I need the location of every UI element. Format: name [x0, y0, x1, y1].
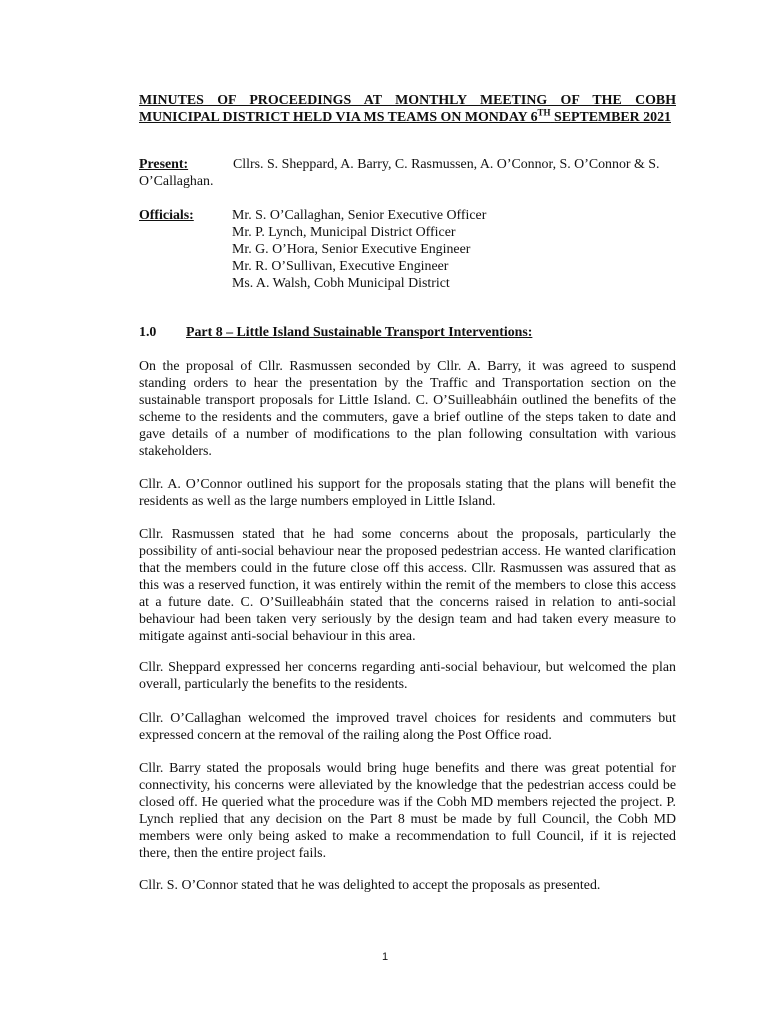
officials-list — [232, 207, 652, 292]
section-title: Part 8 – Little Island Sustainable Transport Interventions: — [186, 325, 533, 340]
official-entry: Mr. R. O’Sullivan, Executive Engineer — [232, 259, 449, 274]
title-date: SEPTEMBER 2021 — [554, 110, 671, 125]
official-entry: Mr. S. O’Callaghan, Senior Executive Officer — [232, 208, 487, 223]
document-title — [139, 92, 676, 126]
officials-label: Officials: — [139, 208, 194, 223]
paragraph: Cllr. A. O’Connor outlined his support for the proposals stating that the plans will benefit the residents as well as the large numbers employed in Little Island. — [139, 477, 676, 509]
present-label: Present: — [139, 157, 189, 172]
paragraph: Cllr. O’Callaghan welcomed the improved travel choices for residents and commuters but expressed concern at the removal of the railing along the Post Office road. — [139, 711, 676, 743]
section-heading — [139, 324, 676, 341]
title-main: MINUTES OF PROCEEDINGS AT MONTHLY MEETING OF THE COBH MUNICIPAL DISTRICT HELD VIA MS TEAMS ON MONDAY 6 — [139, 93, 676, 125]
section-number: 1.0 — [139, 325, 157, 340]
present-block — [139, 156, 676, 190]
present-list: Cllrs. S. Sheppard, A. Barry, C. Rasmussen, A. O’Connor, S. O’Connor & S. O’Callaghan. — [139, 157, 660, 189]
paragraph: Cllr. Sheppard expressed her concerns regarding anti-social behaviour, but welcomed the plan overall, particularly the benefits to the residents. — [139, 660, 676, 692]
page-number: 1 — [381, 951, 389, 963]
paragraph: On the proposal of Cllr. Rasmussen seconded by Cllr. A. Barry, it was agreed to suspend standing orders to hear the presentation by the Traffic and Transportation section on the sustainable transport proposals for Little Island. C. O’Suilleabháin outlined the benefits of the scheme to the residents and the commuters, gave a brief outline of the steps taken to date and gave details of a number of modifications to the plan following consultation with various stakeholders. — [139, 359, 676, 459]
official-entry: Mr. P. Lynch, Municipal District Officer — [232, 225, 456, 240]
official-entry: Ms. A. Walsh, Cobh Municipal District — [232, 276, 450, 291]
paragraph: Cllr. S. O’Connor stated that he was delighted to accept the proposals as presented. — [139, 878, 601, 893]
paragraph: Cllr. Barry stated the proposals would bring huge benefits and there was great potential for connectivity, his concerns were alleviated by the knowledge that the pedestrian access could be closed off. He queried what the procedure was if the Cobh MD members rejected the project. P. Lynch replied that any decision on the Part 8 must be made by full Council, the Cobh MD members were only being asked to make a recommendation to full Council, if it is rejected there, then the entire project fails. — [139, 761, 676, 861]
official-entry: Mr. G. O’Hora, Senior Executive Engineer — [232, 242, 471, 257]
paragraph: Cllr. Rasmussen stated that he had some concerns about the proposals, particularly the possibility of anti-social behaviour near the proposed pedestrian access. He wanted clarification that the members could in the future close off this access. Cllr. Rasmussen was assured that as this was a reserved function, it was entirely within the remit of the members to close this access at a future date. C. O’Suilleabháin stated that the concerns raised in relation to anti-social behaviour had been taken very seriously by the design team and had taken every measure to mitigate against anti-social behaviour in this area. — [139, 527, 676, 644]
title-superscript: TH — [537, 107, 551, 118]
